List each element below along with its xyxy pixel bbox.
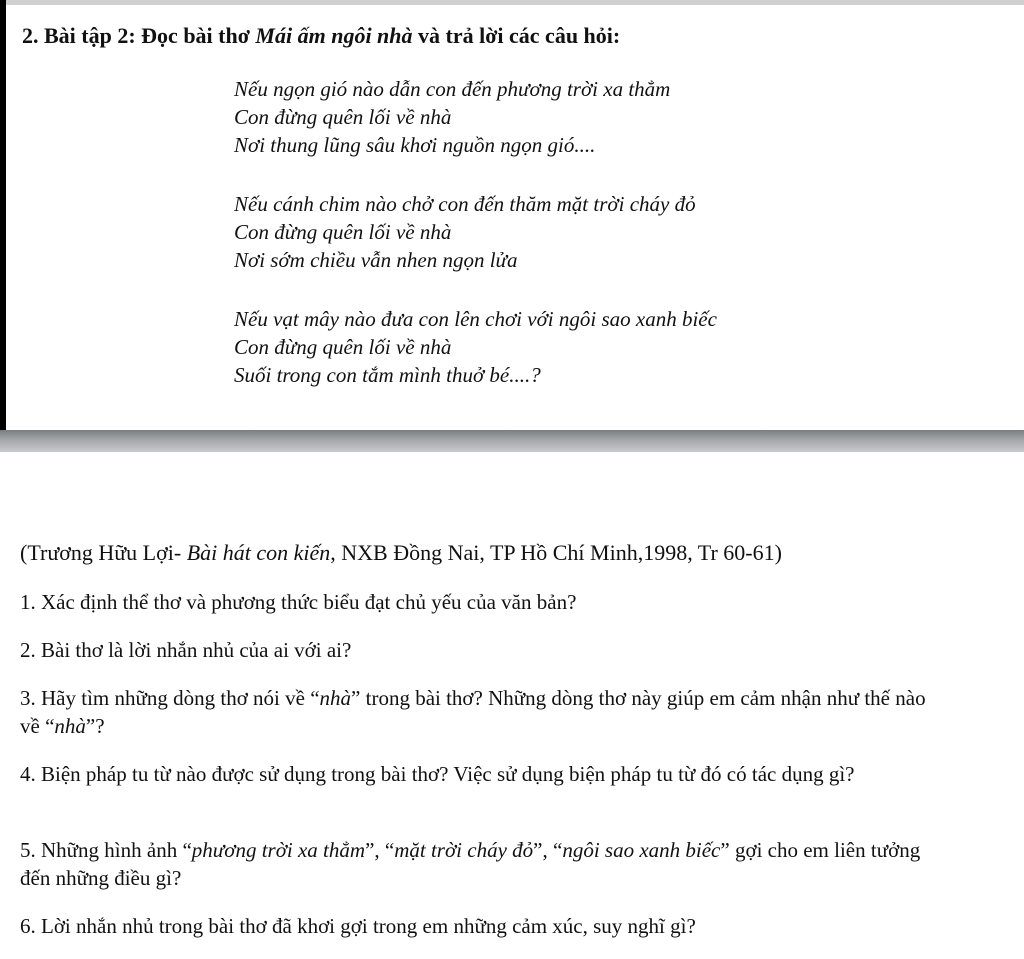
poem-line: Suối trong con tắm mình thuở bé....? [234,363,541,387]
poem-line: Con đừng quên lối về nhà [234,220,452,244]
source-citation [20,540,782,566]
question-5-quote: ngôi sao xanh biếc [562,838,721,862]
poem-line: Nếu vạt mây nào đưa con lên chơi với ngôi sao xanh biếc [234,307,717,331]
source-prefix: (Trương Hữu Lợi- [20,540,187,565]
question-5-part: 5. Những hình ảnh “ [20,838,192,862]
question-3-part: ” trong bài thơ? Những dòng thơ này giúp em cảm nhận như thế nào về “ [20,686,926,738]
question-5-part: ”, “ [365,838,395,862]
stanza [234,75,717,159]
question-3-part: ”? [85,714,105,738]
page-separator [0,430,1024,452]
question-2: 2. Bài thơ là lời nhắn nhủ của ai với ai? [20,638,352,662]
heading-suffix: và trả lời các câu hỏi: [412,23,621,48]
source-book: Bài hát con kiến [186,540,331,565]
question-5-quote: phương trời xa thẳm [191,838,366,862]
poem [234,75,717,420]
question-5 [20,836,940,892]
question-5-part: ”, “ [533,838,563,862]
question-4: 4. Biện pháp tu từ nào được sử dụng trong bài thơ? Việc sử dụng biện pháp tu từ đó có tác dụng gì? [20,762,855,786]
page-lower [0,452,1024,959]
question-5-part: ” gợi cho em liên tưởng đến những điều gì? [20,838,921,890]
poem-line: Con đừng quên lối về nhà [234,335,452,359]
question-1: 1. Xác định thể thơ và phương thức biểu đạt chủ yếu của văn bản? [20,590,577,614]
question-5-quote: mặt trời cháy đỏ [394,838,534,862]
stanza [234,305,717,389]
question-6: 6. Lời nhắn nhủ trong bài thơ đã khơi gợi trong em những cảm xúc, suy nghĩ gì? [20,914,696,938]
page-upper [6,5,1024,430]
poem-line: Con đừng quên lối về nhà [234,105,452,129]
heading-prefix: 2. Bài tập 2: Đọc bài thơ [22,23,256,48]
source-suffix: , NXB Đồng Nai, TP Hồ Chí Minh,1998, Tr 60-61) [330,540,782,565]
poem-line: Nếu ngọn gió nào dẫn con đến phương trời xa thẳm [234,77,671,101]
question-3 [20,684,940,740]
question-3-quote: nhà [54,714,86,738]
exercise-heading [22,23,620,49]
stanza [234,190,717,274]
question-3-quote: nhà [319,686,352,710]
poem-line: Nếu cánh chim nào chở con đến thăm mặt trời cháy đỏ [234,192,696,216]
poem-title: Mái ấm ngôi nhà [255,23,413,48]
poem-line: Nơi sớm chiều vẫn nhen ngọn lửa [234,248,518,272]
poem-line: Nơi thung lũng sâu khơi nguồn ngọn gió.... [234,133,596,157]
question-3-part: 3. Hãy tìm những dòng thơ nói về “ [20,686,320,710]
